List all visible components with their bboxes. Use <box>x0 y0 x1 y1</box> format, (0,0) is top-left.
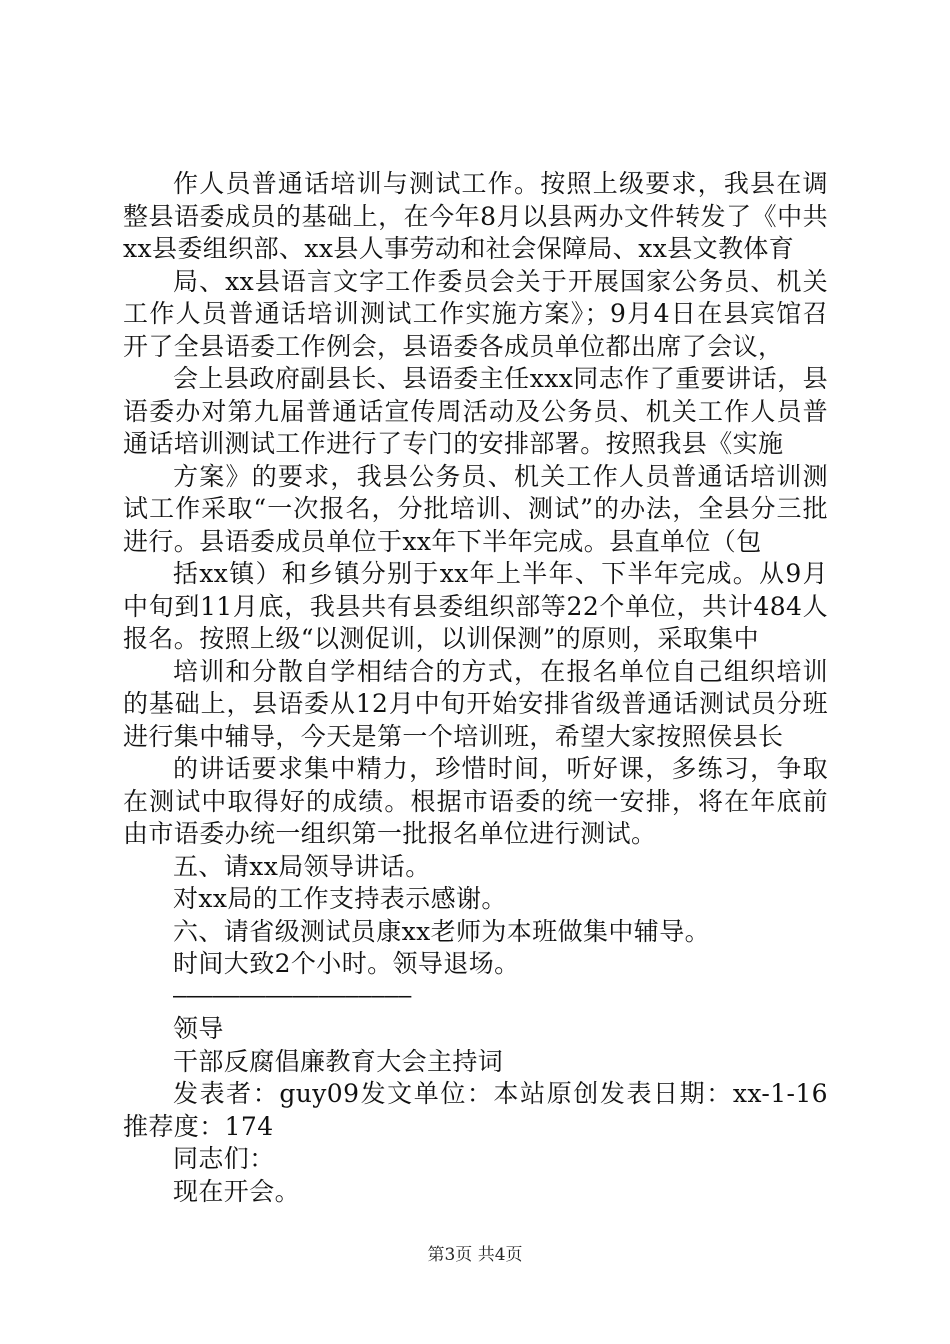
publish-info: 发表者：guy09发文单位：本站原创发表日期：xx-1-16推荐度：174 <box>123 1079 828 1141</box>
article-title: 干部反腐倡廉教育大会主持词 <box>173 1046 504 1076</box>
section-label: 领导 <box>173 1014 224 1043</box>
paragraph-5: 括xx镇）和乡镇分别于xx年上半年、下半年完成。从9月中旬到11月底，我县共有县委组织部等22个单位，共计484人报名。按照上级“以测促训，以训保测”的原则，采取集中 <box>123 559 828 653</box>
page-footer: 第3页 共4页 <box>427 1245 523 1265</box>
paragraph-2: 局、xx县语言文字工作委员会关于开展国家公务员、机关工作人员普通话培训测试工作实施方案》；9月4日在县宾馆召开了全县语委工作例会，县语委各成员单位都出席了会议， <box>123 266 828 361</box>
paragraph-4: 方案》的要求，我县公务员、机关工作人员普通话培训测试工作采取“一次报名，分批培训、测试”的办法，全县分三批进行。县语委成员单位于xx年下半年完成。县直单位（包 <box>123 461 828 556</box>
time-line: 时间大致2个小时。领导退场。 <box>173 949 520 978</box>
paragraph-3: 会上县政府副县长、县语委主任xxx同志作了重要讲话，县语委办对第九届普通话宣传周活动及公务员、机关工作人员普通话培训测试工作进行了专门的安排部署。按照我县《实施 <box>123 364 828 458</box>
opening-line: 现在开会。 <box>173 1176 301 1206</box>
agenda-item-six: 六、请省级测试员康xx老师为本班做集中辅导。 <box>173 916 710 946</box>
separator-line: —————————————————— <box>173 983 412 1009</box>
document-body <box>123 168 828 1208</box>
paragraph-7: 的讲话要求集中精力，珍惜时间，听好课，多练习，争取在测试中取得好的成绩。根据市语委的统一安排，将在年底前由市语委办统一组织第一批报名单位进行测试。 <box>123 754 828 848</box>
paragraph-6: 培训和分散自学相结合的方式，在报名单位自己组织培训的基础上，县语委从12月中旬开始安排省级普通话测试员分班进行集中辅导，今天是第一个培训班，希望大家按照侯县长 <box>123 656 828 751</box>
agenda-item-five: 五、请xx局领导讲话。 <box>173 851 431 881</box>
paragraph-1: 作人员普通话培训与测试工作。按照上级要求，我县在调整县语委成员的基础上，在今年8月以县两办文件转发了《中共xx县委组织部、xx县人事劳动和社会保障局、xx县文教体育 <box>123 169 828 263</box>
salutation: 同志们： <box>173 1144 275 1173</box>
thanks-line: 对xx局的工作支持表示感谢。 <box>173 884 507 913</box>
